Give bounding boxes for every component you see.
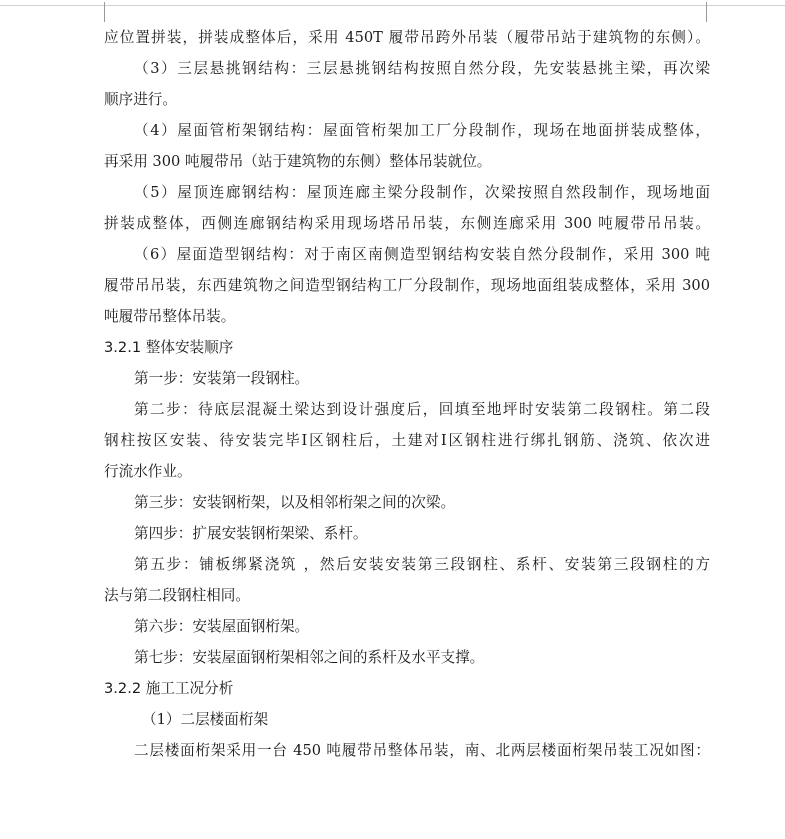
page-top-border <box>0 5 785 6</box>
text-line: （3）三层悬挑钢结构：三层悬挑钢结构按照自然分段，先安装悬挑主梁，再次梁 <box>134 60 710 77</box>
text-line: 法与第二段钢柱相同。 <box>104 587 250 604</box>
text-line: 二层楼面桁架采用一台 450 吨履带吊整体吊装，南、北两层楼面桁架吊装工况如图： <box>134 742 710 759</box>
text-line: 行流水作业。 <box>104 463 192 480</box>
text-line: （1）二层楼面桁架 <box>142 711 269 728</box>
text-line: （4）屋面管桁架钢结构：屋面管桁架加工厂分段制作，现场在地面拼装成整体， <box>134 122 710 139</box>
text-line: 第四步：扩展安装钢桁架梁、系杆。 <box>134 525 368 542</box>
text-line: 顺序进行。 <box>104 91 177 108</box>
text-line: 第六步：安装屋面钢桁架。 <box>134 618 310 635</box>
section-heading: 3.2.1 整体安装顺序 <box>104 339 234 356</box>
section-heading: 3.2.2 施工工况分析 <box>104 680 234 697</box>
text-line: 钢柱按区安装、待安装完毕Ⅰ区钢柱后，土建对Ⅰ区钢柱进行绑扎钢筋、浇筑、依次进 <box>104 432 710 449</box>
margin-corner-mark-right <box>706 2 707 22</box>
text-line: 第三步：安装钢桁架，以及相邻桁架之间的次梁。 <box>134 494 456 511</box>
text-line: 应位置拼装，拼装成整体后，采用 450T 履带吊跨外吊装（履带吊站于建筑物的东侧）。 <box>104 29 710 46</box>
document-body[interactable] <box>104 22 710 766</box>
text-line: 再采用 300 吨履带吊（站于建筑物的东侧）整体吊装就位。 <box>104 153 492 170</box>
margin-corner-mark-left <box>104 2 105 22</box>
text-line: 拼装成整体，西侧连廊钢结构采用现场塔吊吊装，东侧连廊采用 300 吨履带吊吊装。 <box>104 215 710 232</box>
text-line: 履带吊吊装，东西建筑物之间造型钢结构工厂分段制作，现场地面组装成整体，采用 300 <box>104 277 710 294</box>
text-line: 第五步：铺板绑紧浇筑 ，然后安装安装第三段钢柱、系杆、安装第三段钢柱的方 <box>134 556 710 573</box>
text-line: 第二步：待底层混凝土梁达到设计强度后，回填至地坪时安装第二段钢柱。第二段 <box>134 401 710 418</box>
text-line: （6）屋面造型钢结构：对于南区南侧造型钢结构安装自然分段制作，采用 300 吨 <box>134 246 710 263</box>
text-line: 吨履带吊整体吊装。 <box>104 308 236 325</box>
text-line: （5）屋顶连廊钢结构：屋顶连廊主梁分段制作，次梁按照自然段制作，现场地面 <box>134 184 710 201</box>
text-line: 第一步：安装第一段钢柱。 <box>134 370 310 387</box>
text-line: 第七步：安装屋面钢桁架相邻之间的系杆及水平支撑。 <box>134 649 485 666</box>
